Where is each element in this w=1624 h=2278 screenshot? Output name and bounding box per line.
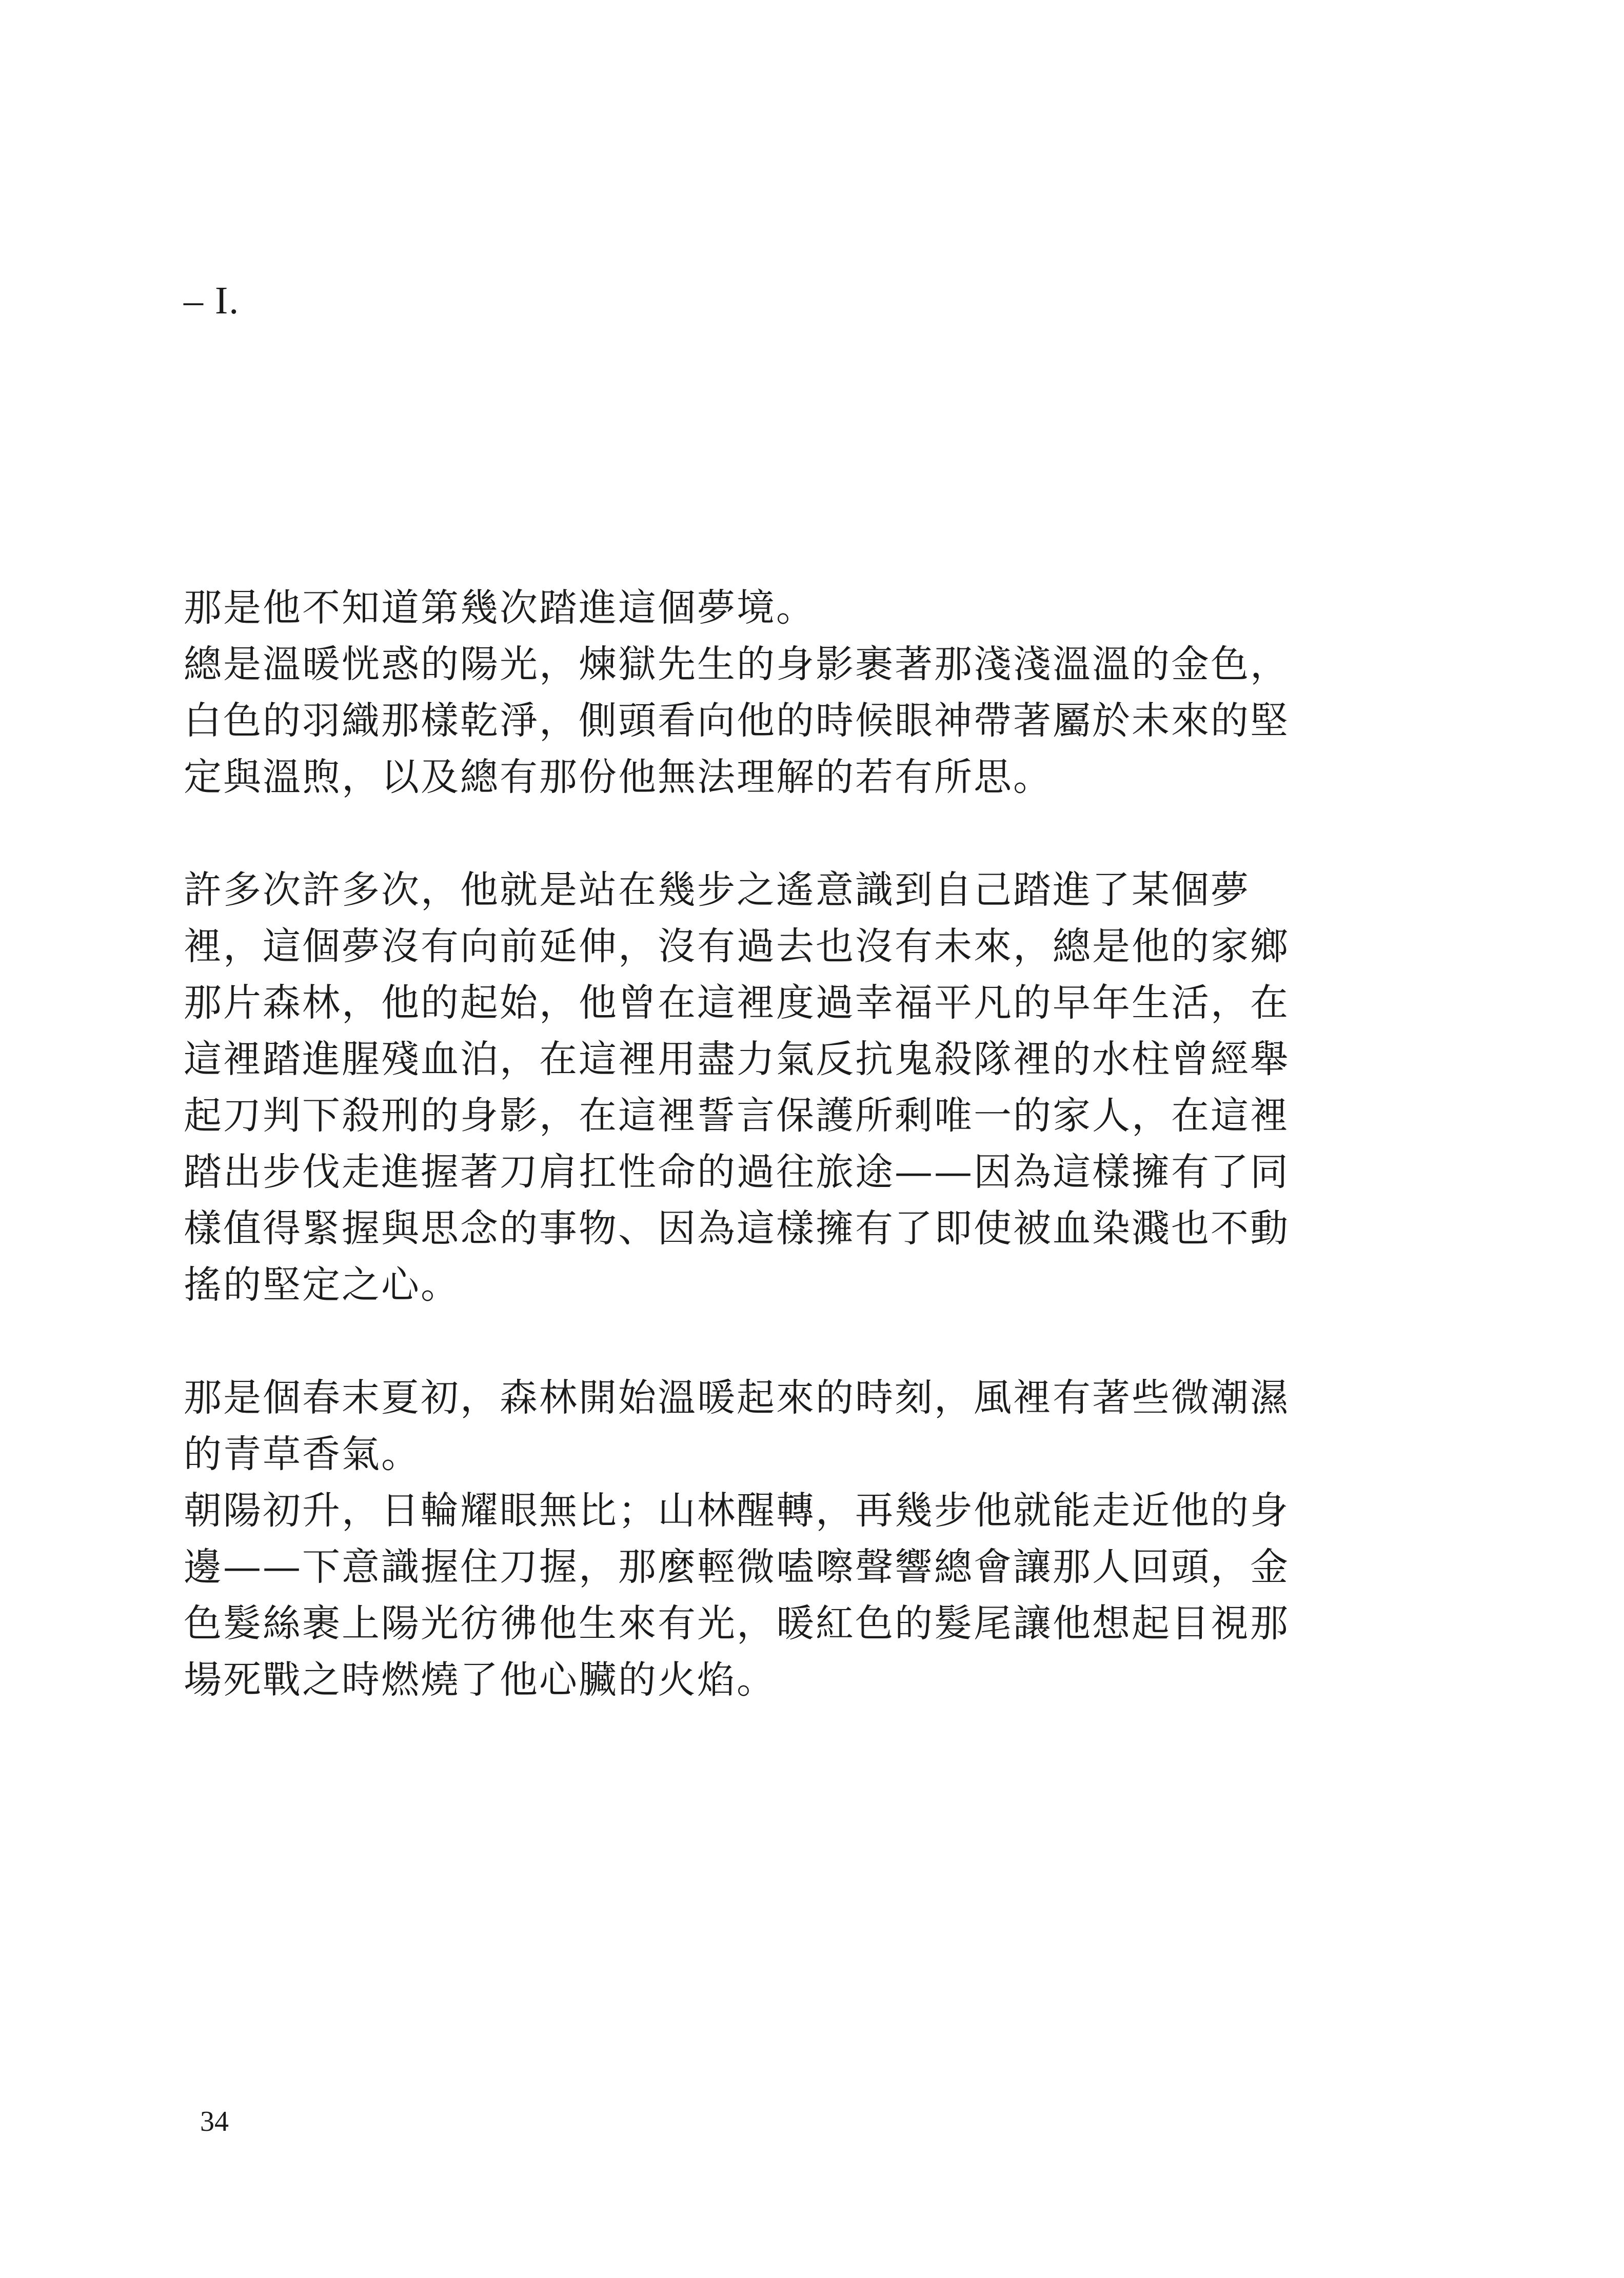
text-line: 白色的羽織那樣乾淨，側頭看向他的時候眼神帶著屬於未來的堅 xyxy=(184,699,1290,743)
text-line: 總是溫暖恍惑的陽光，煉獄先生的身影裹著那淺淺溫溫的金色， xyxy=(184,642,1290,686)
paragraph xyxy=(184,1482,1363,1708)
text-line: 起刀判下殺刑的身影，在這裡誓言保護所剩唯一的家人，在這裡 xyxy=(184,1094,1290,1138)
paragraph xyxy=(184,636,1363,805)
paragraph xyxy=(184,580,1363,636)
page-number: 34 xyxy=(200,2106,229,2137)
text-line: 許多次許多次，他就是站在幾步之遙意識到自己踏進了某個夢 xyxy=(184,868,1250,912)
text-line: 那是個春末夏初，森林開始溫暖起來的時刻，風裡有著些微潮濕 xyxy=(184,1376,1290,1420)
text-line: 色髮絲裹上陽光彷彿他生來有光，暖紅色的髮尾讓他想起目視那 xyxy=(184,1601,1290,1646)
chapter-heading: – I. xyxy=(184,279,240,322)
text-line: 朝陽初升，日輪耀眼無比；山林醒轉，再幾步他就能走近他的身 xyxy=(184,1489,1290,1533)
text-line: 定與溫煦，以及總有那份他無法理解的若有所思。 xyxy=(184,755,1053,799)
text-line: 那是他不知道第幾次踏進這個夢境。 xyxy=(184,586,816,630)
text-line: 踏出步伐走進握著刀肩扛性命的過往旅途——因為這樣擁有了同 xyxy=(184,1150,1290,1194)
text-line: 邊——下意識握住刀握，那麼輕微嗑嚓聲響總會讓那人回頭，金 xyxy=(184,1545,1290,1589)
text-line: 這裡踏進腥殘血泊，在這裡用盡力氣反抗鬼殺隊裡的水柱曾經舉 xyxy=(184,1037,1290,1081)
text-line: 樣值得緊握與思念的事物、因為這樣擁有了即使被血染濺也不動 xyxy=(184,1206,1290,1251)
text-line: 裡，這個夢沒有向前延伸，沒有過去也沒有未來，總是他的家鄉 xyxy=(184,924,1290,968)
body-text xyxy=(184,580,1363,1708)
text-line: 搖的堅定之心。 xyxy=(184,1263,460,1307)
text-line: 場死戰之時燃燒了他心臟的火焰。 xyxy=(184,1658,776,1702)
text-line: 的青草香氣。 xyxy=(184,1432,421,1476)
paragraph-gap xyxy=(184,805,1363,862)
paragraph xyxy=(184,1370,1363,1482)
text-line: 那片森林，他的起始，他曾在這裡度過幸福平凡的早年生活，在 xyxy=(184,981,1290,1025)
paragraph-gap xyxy=(184,1313,1363,1370)
paragraph xyxy=(184,862,1363,1313)
